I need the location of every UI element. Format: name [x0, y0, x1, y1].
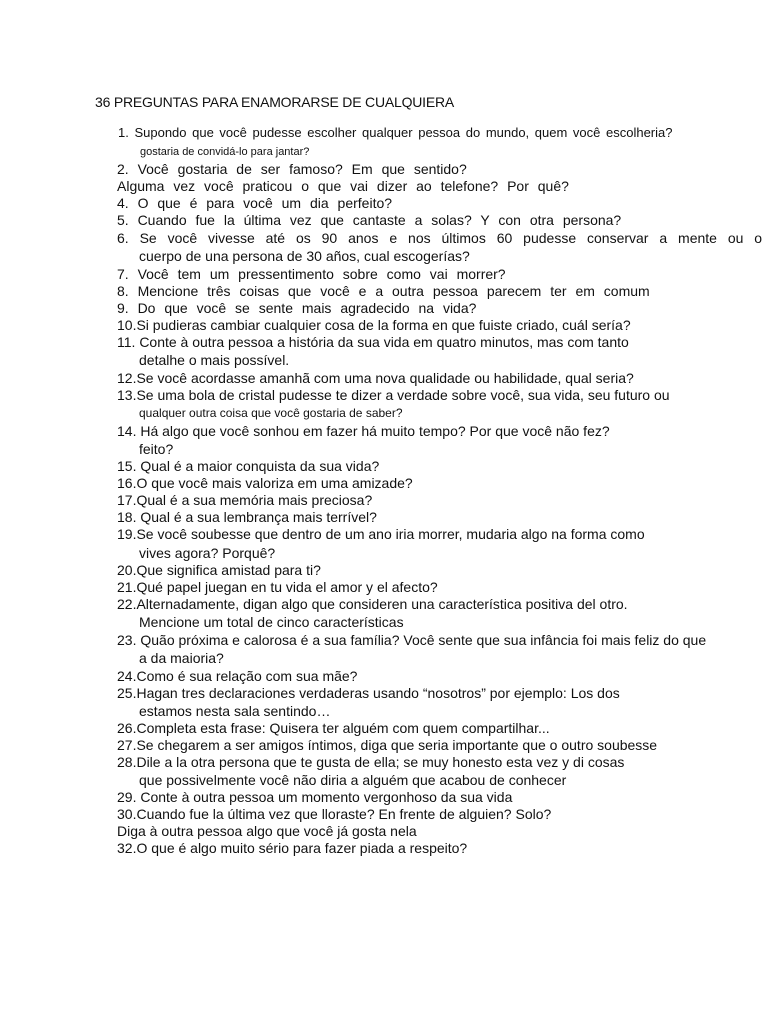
- question-line: 18. Qual é a sua lembrança mais terrível?: [117, 509, 377, 525]
- question-line: cuerpo de una persona de 30 años, cual escogerías?: [139, 248, 470, 264]
- question-line: Alguma vez você praticou o que vai dizer ao telefone? Por quê?: [117, 178, 569, 194]
- question-line: 20.Que significa amistad para ti?: [117, 562, 321, 578]
- question-line: 14. Há algo que você sonhou em fazer há muito tempo? Por que você não fez?: [117, 423, 610, 439]
- question-line: 25.Hagan tres declaraciones verdaderas usando “nosotros” por ejemplo: Los dos: [117, 685, 620, 701]
- question-line: 27.Se chegarem a ser amigos íntimos, diga que seria importante que o outro soubesse: [117, 737, 658, 753]
- question-line: 4. O que é para você um dia perfeito?: [117, 195, 393, 211]
- question-line: 15. Qual é a maior conquista da sua vida?: [117, 458, 380, 474]
- question-line: 6. Se você vivesse até os 90 anos e nos últimos 60 pudesse conservar a mente ou o: [117, 230, 763, 246]
- question-line: que possivelmente você não diria a alguém que acabou de conhecer: [139, 772, 567, 788]
- question-line: detalhe o mais possível.: [139, 352, 290, 368]
- question-line: 24.Como é sua relação com sua mãe?: [117, 668, 358, 684]
- question-line: 19.Se você soubesse que dentro de um ano iria morrer, mudaria algo na forma como: [117, 526, 645, 542]
- question-line: Diga à outra pessoa algo que você já gosta nela: [117, 823, 417, 839]
- question-line: 21.Qué papel juegan en tu vida el amor y el afecto?: [117, 579, 438, 595]
- question-line: 23. Quão próxima e calorosa é a sua família? Você sente que sua infância foi mais feliz do que: [117, 632, 707, 648]
- question-line: 26.Completa esta frase: Quisera ter alguém com quem compartilhar...: [117, 720, 550, 736]
- question-line: 29. Conte à outra pessoa um momento vergonhoso da sua vida: [117, 789, 513, 805]
- question-line: 8. Mencione três coisas que você e a outra pessoa parecem ter em comum: [117, 283, 650, 299]
- question-line: 28.Dile a la otra persona que te gusta de ella; se muy honesto esta vez y di cosas: [117, 754, 625, 770]
- question-line: qualquer outra coisa que você gostaria de saber?: [139, 406, 403, 420]
- question-line: 2. Você gostaria de ser famoso? Em que sentido?: [117, 161, 467, 177]
- question-line: 17.Qual é a sua memória mais preciosa?: [117, 492, 373, 508]
- question-line: 5. Cuando fue la última vez que cantaste a solas? Y con otra persona?: [117, 212, 622, 228]
- question-line: feito?: [139, 441, 174, 457]
- question-line: vives agora? Porquê?: [139, 545, 276, 561]
- question-line: 30.Cuando fue la última vez que lloraste? En frente de alguien? Solo?: [117, 806, 552, 822]
- question-line: 13.Se uma bola de cristal pudesse te dizer a verdade sobre você, sua vida, seu futuro ou: [117, 387, 670, 403]
- question-line: 9. Do que você se sente mais agradecido na vida?: [117, 300, 477, 316]
- question-line: 16.O que você mais valoriza em uma amizade?: [117, 475, 413, 491]
- question-line: a da maioria?: [139, 650, 224, 666]
- question-line: 7. Você tem um pressentimento sobre como vai morrer?: [117, 266, 506, 282]
- question-line: 1. Supondo que você pudesse escolher qualquer pessoa do mundo, quem você escolheria?: [118, 125, 673, 140]
- question-line: estamos nesta sala sentindo…: [139, 703, 331, 719]
- question-line: Mencione um total de cinco características: [139, 614, 404, 630]
- question-line: 12.Se você acordasse amanhã com uma nova qualidade ou habilidade, qual seria?: [117, 370, 634, 386]
- question-line: 22.Alternadamente, digan algo que consideren una característica positiva del otro.: [117, 596, 628, 612]
- document-title: 36 PREGUNTAS PARA ENAMORARSE DE CUALQUIERA: [95, 94, 455, 110]
- question-line: 11. Conte à outra pessoa a história da sua vida em quatro minutos, mas com tanto: [117, 334, 629, 350]
- question-line: gostaria de convidá-lo para jantar?: [140, 146, 310, 158]
- question-line: 10.Si pudieras cambiar cualquier cosa de la forma en que fuiste criado, cuál sería?: [117, 317, 631, 333]
- question-line: 32.O que é algo muito sério para fazer piada a respeito?: [117, 840, 468, 856]
